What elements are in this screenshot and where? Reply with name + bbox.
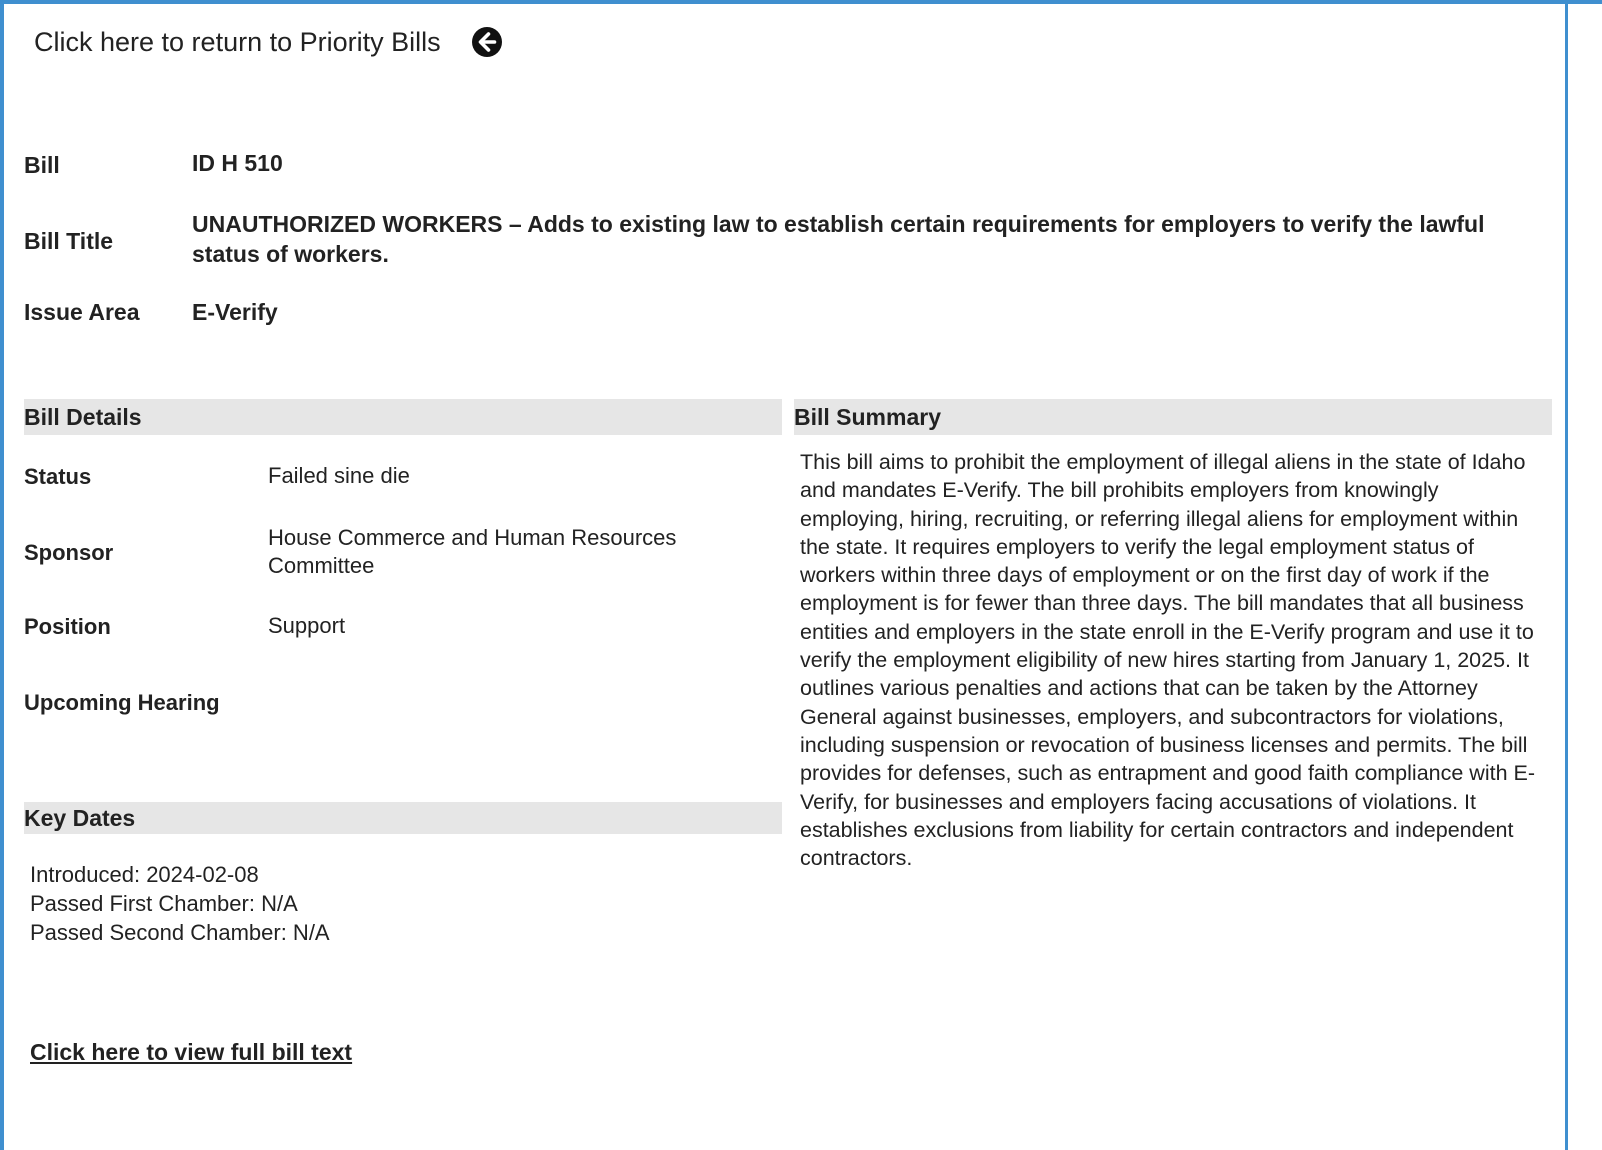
introduced-date: Introduced: 2024-02-08: [30, 862, 259, 887]
position-label: Position: [24, 614, 111, 639]
passed-first-chamber: Passed First Chamber: N/A: [30, 891, 298, 916]
arrow-left-circle-icon[interactable]: [471, 26, 503, 58]
view-full-bill-text-link[interactable]: Click here to view full bill text: [30, 1039, 353, 1065]
return-to-priority-bills-link[interactable]: [34, 26, 503, 58]
bill-label: Bill: [24, 152, 60, 178]
sponsor-value: House Commerce and Human Resources Committee: [268, 525, 677, 578]
status-label: Status: [24, 464, 92, 489]
bill-title-label: Bill Title: [24, 228, 114, 254]
issue-area-value: E-Verify: [192, 299, 278, 325]
position-value: Support: [268, 613, 346, 638]
key-dates-heading: Key Dates: [24, 802, 782, 834]
bill-summary-text: This bill aims to prohibit the employment of illegal aliens in the state of Idaho and mandates E-Verify. The bill prohibits employers from knowingly employing, hiring, recruiting, or referring illegal aliens for employment within the state. It requires employers to verify the legal employment status of workers within three days of employment or on the first day of work if the employment is for fewer than three days. The bill mandates that all business entities and employers in the state enroll in the E-Verify program and use it to verify the employment eligibility of new hires starting from January 1, 2025. It outlines various penalties and actions that can be taken by the Attorney General against businesses, employers, and subcontractors for violations, including suspension or revocation of business licenses and permits. The bill provides for defenses, such as entrapment and good faith compliance with E-Verify, for businesses and employers facing accusations of violations. It establishes exclusions from liability for certain contractors and independent contractors.: [800, 450, 1535, 871]
upcoming-hearing-label: Upcoming Hearing: [24, 690, 220, 715]
bill-title: UNAUTHORIZED WORKERS – Adds to existing law to establish certain requirements for employers to verify the lawful status of workers.: [192, 211, 1485, 267]
bill-id: ID H 510: [192, 150, 283, 176]
page-frame-right-border: [1565, 0, 1568, 1150]
issue-area-label: Issue Area: [24, 299, 140, 325]
bill-details-heading: Bill Details: [24, 399, 782, 435]
bill-summary-heading: Bill Summary: [794, 399, 1552, 435]
status-value: Failed sine die: [268, 463, 410, 488]
return-link-label: Click here to return to Priority Bills: [34, 26, 441, 57]
sponsor-label: Sponsor: [24, 540, 114, 565]
passed-second-chamber: Passed Second Chamber: N/A: [30, 920, 330, 945]
